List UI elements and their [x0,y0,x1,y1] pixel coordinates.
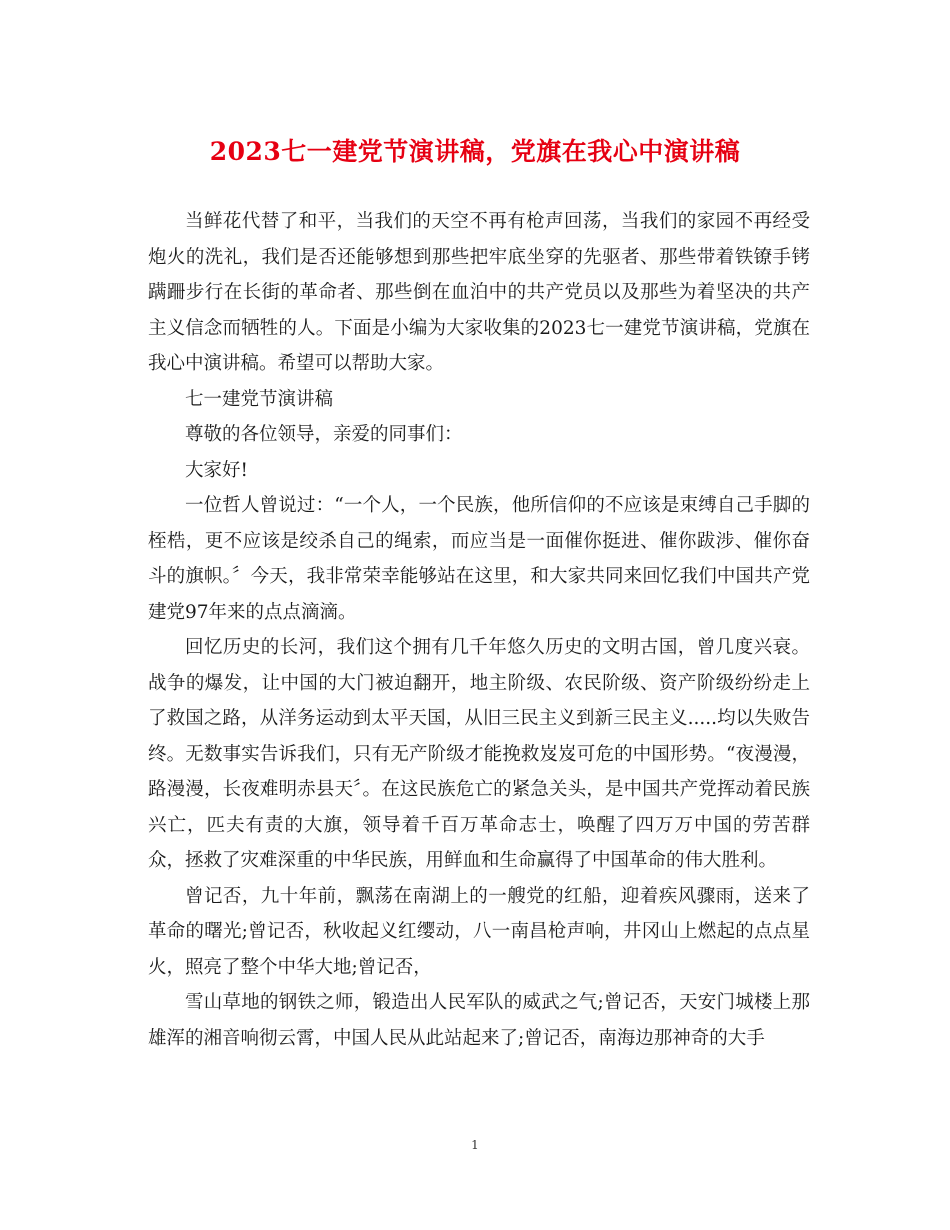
paragraph: 雪山草地的钢铁之师，锻造出人民军队的威武之气;曾记否，天安门城楼上那雄浑的湘音响彻云霄，中国人民从此站起来了;曾记否，南海边那神奇的大手 [148,992,810,1049]
paragraph: 当鲜花代替了和平，当我们的天空不再有枪声回荡，当我们的家园不再经受炮火的洗礼，我们是否还能够想到那些把牢底坐穿的先驱者、那些带着铁镣手铐蹒跚步行在长街的革命者、那些倒在血泊中的共产党员以及那些为着坚决的共产主义信念而牺牲的人。下面是小编为大家收集的2023七一建党节演讲稿，党旗在我心中演讲稿。希望可以帮助大家。 [148,211,810,374]
paragraph: 七一建党节演讲稿 [185,388,334,410]
page-number: 1 [471,1138,479,1152]
paragraph: 回忆历史的长河，我们这个拥有几千年悠久历史的文明古国，曾几度兴衰。战争的爆发，让中国的大门被迫翻开，地主阶级、农民阶级、资产阶级纷纷走上了救国之路，从洋务运动到太平天国，从旧三民主义到新三民主义.....均以失败告终。无数事实告诉我们，只有无产阶级才能挽救岌岌可危的中国形势。“夜漫漫，路漫漫，长夜难明赤县天〞。在这民族危亡的紧急关头，是中国共产党挥动着民族兴亡，匹夫有责的大旗，领导着千百万革命志士，唤醒了四万万中国的劳苦群众，拯救了灾难深重的中华民族，用鲜血和生命赢得了中国革命的伟大胜利。 [148,637,810,871]
paragraph: 大家好! [185,459,248,481]
paragraph: 一位哲人曾说过：“一个人，一个民族，他所信仰的不应该是束缚自己手脚的桎梏，更不应该是绞杀自己的绳索，而应当是一面催你挺进、催你跋涉、催你奋斗的旗帜。〞今天，我非常荣幸能够站在这里，和大家共同来回忆我们中国共产党建党97年来的点点滴滴。 [148,495,810,623]
document-title: 2023七一建党节演讲稿，党旗在我心中演讲稿 [209,137,741,166]
paragraph: 曾记否，九十年前，飘荡在南湖上的一艘党的红船，迎着疾风骤雨，送来了革命的曙光;曾记否，秋收起义红缨动，八一南昌枪声响，井冈山上燃起的点点星火，照亮了整个中华大地;曾记否， [148,885,810,978]
paragraph: 尊敬的各位领导，亲爱的同事们： [185,424,463,445]
document-body [148,204,810,1056]
